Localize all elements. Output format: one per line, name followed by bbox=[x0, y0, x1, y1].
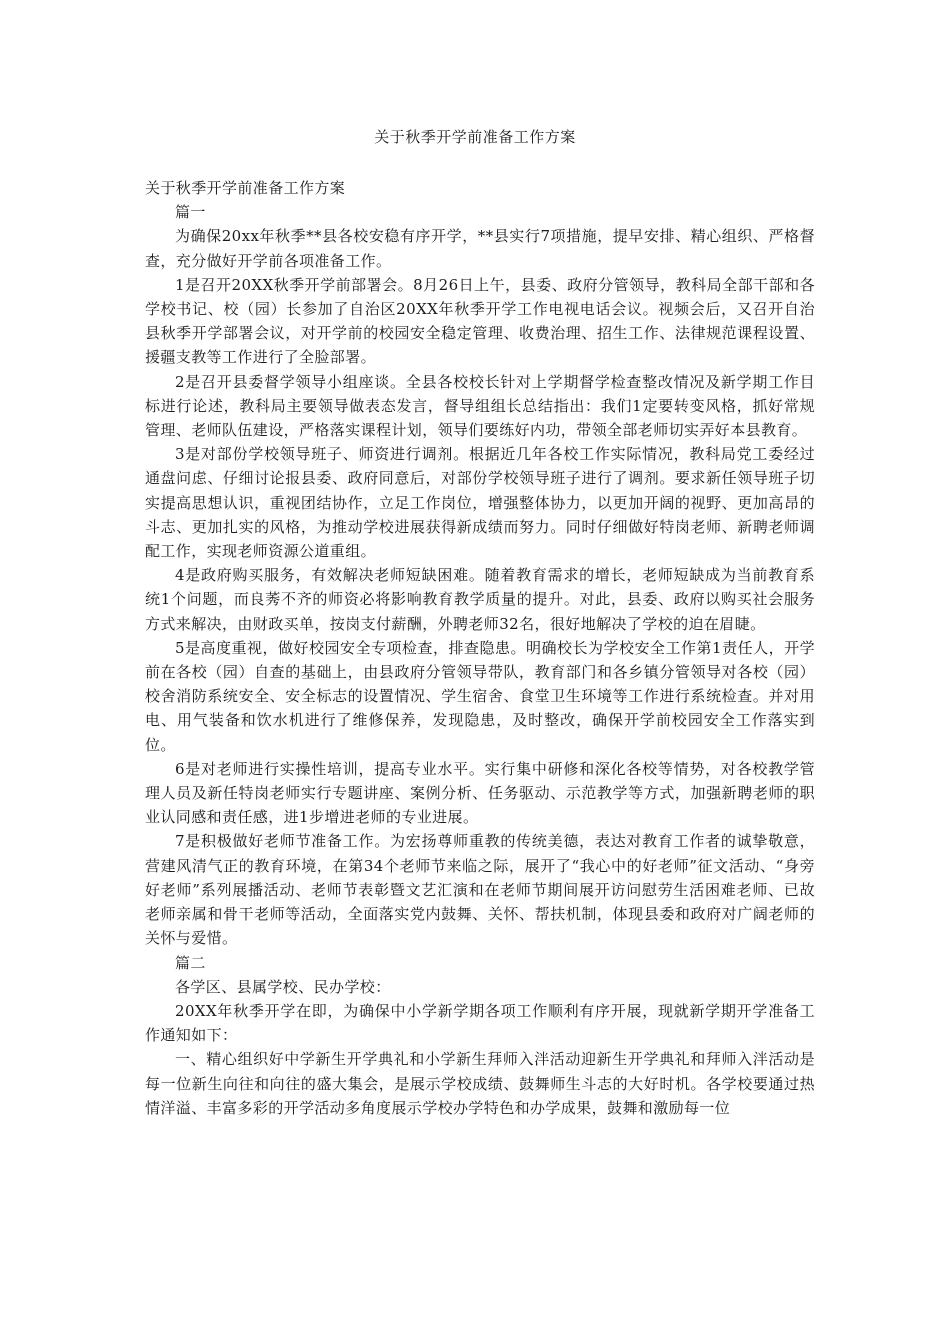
paragraph-measure-1: 1是召开20XX秋季开学前部署会。8月26日上午，县委、政府分管领导，教科局全部干部和各学校书记、校（园）长参加了自治区20XX年秋季开学工作电视电话会议。视频会后，又召开自治县秋季开学部署会议，对开学前的校园安全稳定管理、收费治理、招生工作、法律规范课程设置、援疆支教等工作进行了全脸部署。 bbox=[145, 275, 815, 367]
document-body bbox=[145, 176, 815, 1120]
paragraph-item-one: 一、精心组织好中学新生开学典礼和小学新生拜师入泮活动迎新生开学典礼和拜师入泮活动是每一位新生向往和向往的盛大集会，是展示学校成绩、鼓舞师生斗志的大好时机。各学校要通过热情洋溢、丰富多彩的开学活动多角度展示学校办学特色和办学成果，鼓舞和激励每一位 bbox=[145, 1050, 815, 1117]
paragraph-measure-4: 4是政府购买服务，有效解决老师短缺困难。随着教育需求的增长，老师短缺成为当前教育系统1个问题，而良莠不齐的师资必将影响教育教学质量的提升。对此，县委、政府以购买社会服务方式来解决，由财政买单，按岗支付薪酬，外聘老师32名，很好地解决了学校的迫在眉睫。 bbox=[145, 566, 815, 633]
paragraph-measure-7: 7是积极做好老师节准备工作。为宏扬尊师重教的传统美德，表达对教育工作者的诚挚敬意，营建风清气正的教育环境，在第34个老师节来临之际，展开了“我心中的好老师”征文活动、“身旁好老师”系列展播活动、老师节表彰暨文艺汇演和在老师节期间展开访问慰劳生活困难老师、已故老师亲属和骨干老师等活动，全面落实党内鼓舞、关怀、帮扶机制，体现县委和政府对广阔老师的关怀与爱惜。 bbox=[145, 832, 815, 948]
paragraph-intro: 为确保20xx年秋季**县各校安稳有序开学，**县实行7项措施，提早安排、精心组织、严格督查，充分做好开学前各项准备工作。 bbox=[145, 227, 815, 270]
document-title: 关于秋季开学前准备工作方案 bbox=[374, 128, 576, 146]
paragraph-measure-3: 3是对部份学校领导班子、师资进行调剂。根据近几年各校工作实际情况，教科局党工委经过通盘问虑、仔细讨论报县委、政府同意后，对部份学校领导班子进行了调剂。要求新任领导班子切实提高思想认识，重视团结协作，立足工作岗位，增强整体协力，以更加开阔的视野、更加高昂的斗志、更加扎实的风格，为推动学校进展获得新成绩而努力。同时仔细做好特岗老师、新聘老师调配工作，实现老师资源公道重组。 bbox=[145, 445, 815, 561]
paragraph-recipients: 各学区、县属学校、民办学校： bbox=[175, 977, 391, 996]
section-label-one: 篇一 bbox=[175, 203, 206, 222]
paragraph-measure-5: 5是高度重视，做好校园安全专项检查，排查隐患。明确校长为学校安全工作第1责任人，开学前在各校（园）自查的基础上，由县政府分管领导带队，教育部门和各乡镇分管领导对各校（园）校舍消防系统安全、安全标志的设置情况、学生宿舍、食堂卫生环境等工作进行系统检查。并对用电、用气装备和饮水机进行了维修保养，发现隐患，及时整改，确保开学前校园安全工作落实到位。 bbox=[145, 638, 815, 754]
paragraph-notice-intro: 20XX年秋季开学在即，为确保中小学新学期各项工作顺利有序开展，现就新学期开学准备工作通知如下： bbox=[145, 1001, 815, 1045]
paragraph-measure-6: 6是对老师进行实操性培训，提高专业水平。实行集中研修和深化各校等情势，对各校教学管理人员及新任特岗老师实行专题讲座、案例分析、任务驱动、示范教学等方式，加强新聘老师的职业认同感和责任感，进1步增进老师的专业进展。 bbox=[145, 759, 815, 827]
section-label-two: 篇二 bbox=[175, 953, 206, 972]
body-heading: 关于秋季开学前准备工作方案 bbox=[145, 179, 346, 197]
paragraph-measure-2: 2是召开县委督学领导小组座谈。全县各校校长针对上学期督学检查整改情况及新学期工作目标进行论述，教科局主要领导做表态发言，督导组组长总结指出：我们1定要转变风格，抓好常规管理、老师队伍建设，严格落实课程计划，领导们要练好内功，带领全部老师切实弄好本县教育。 bbox=[145, 372, 815, 440]
